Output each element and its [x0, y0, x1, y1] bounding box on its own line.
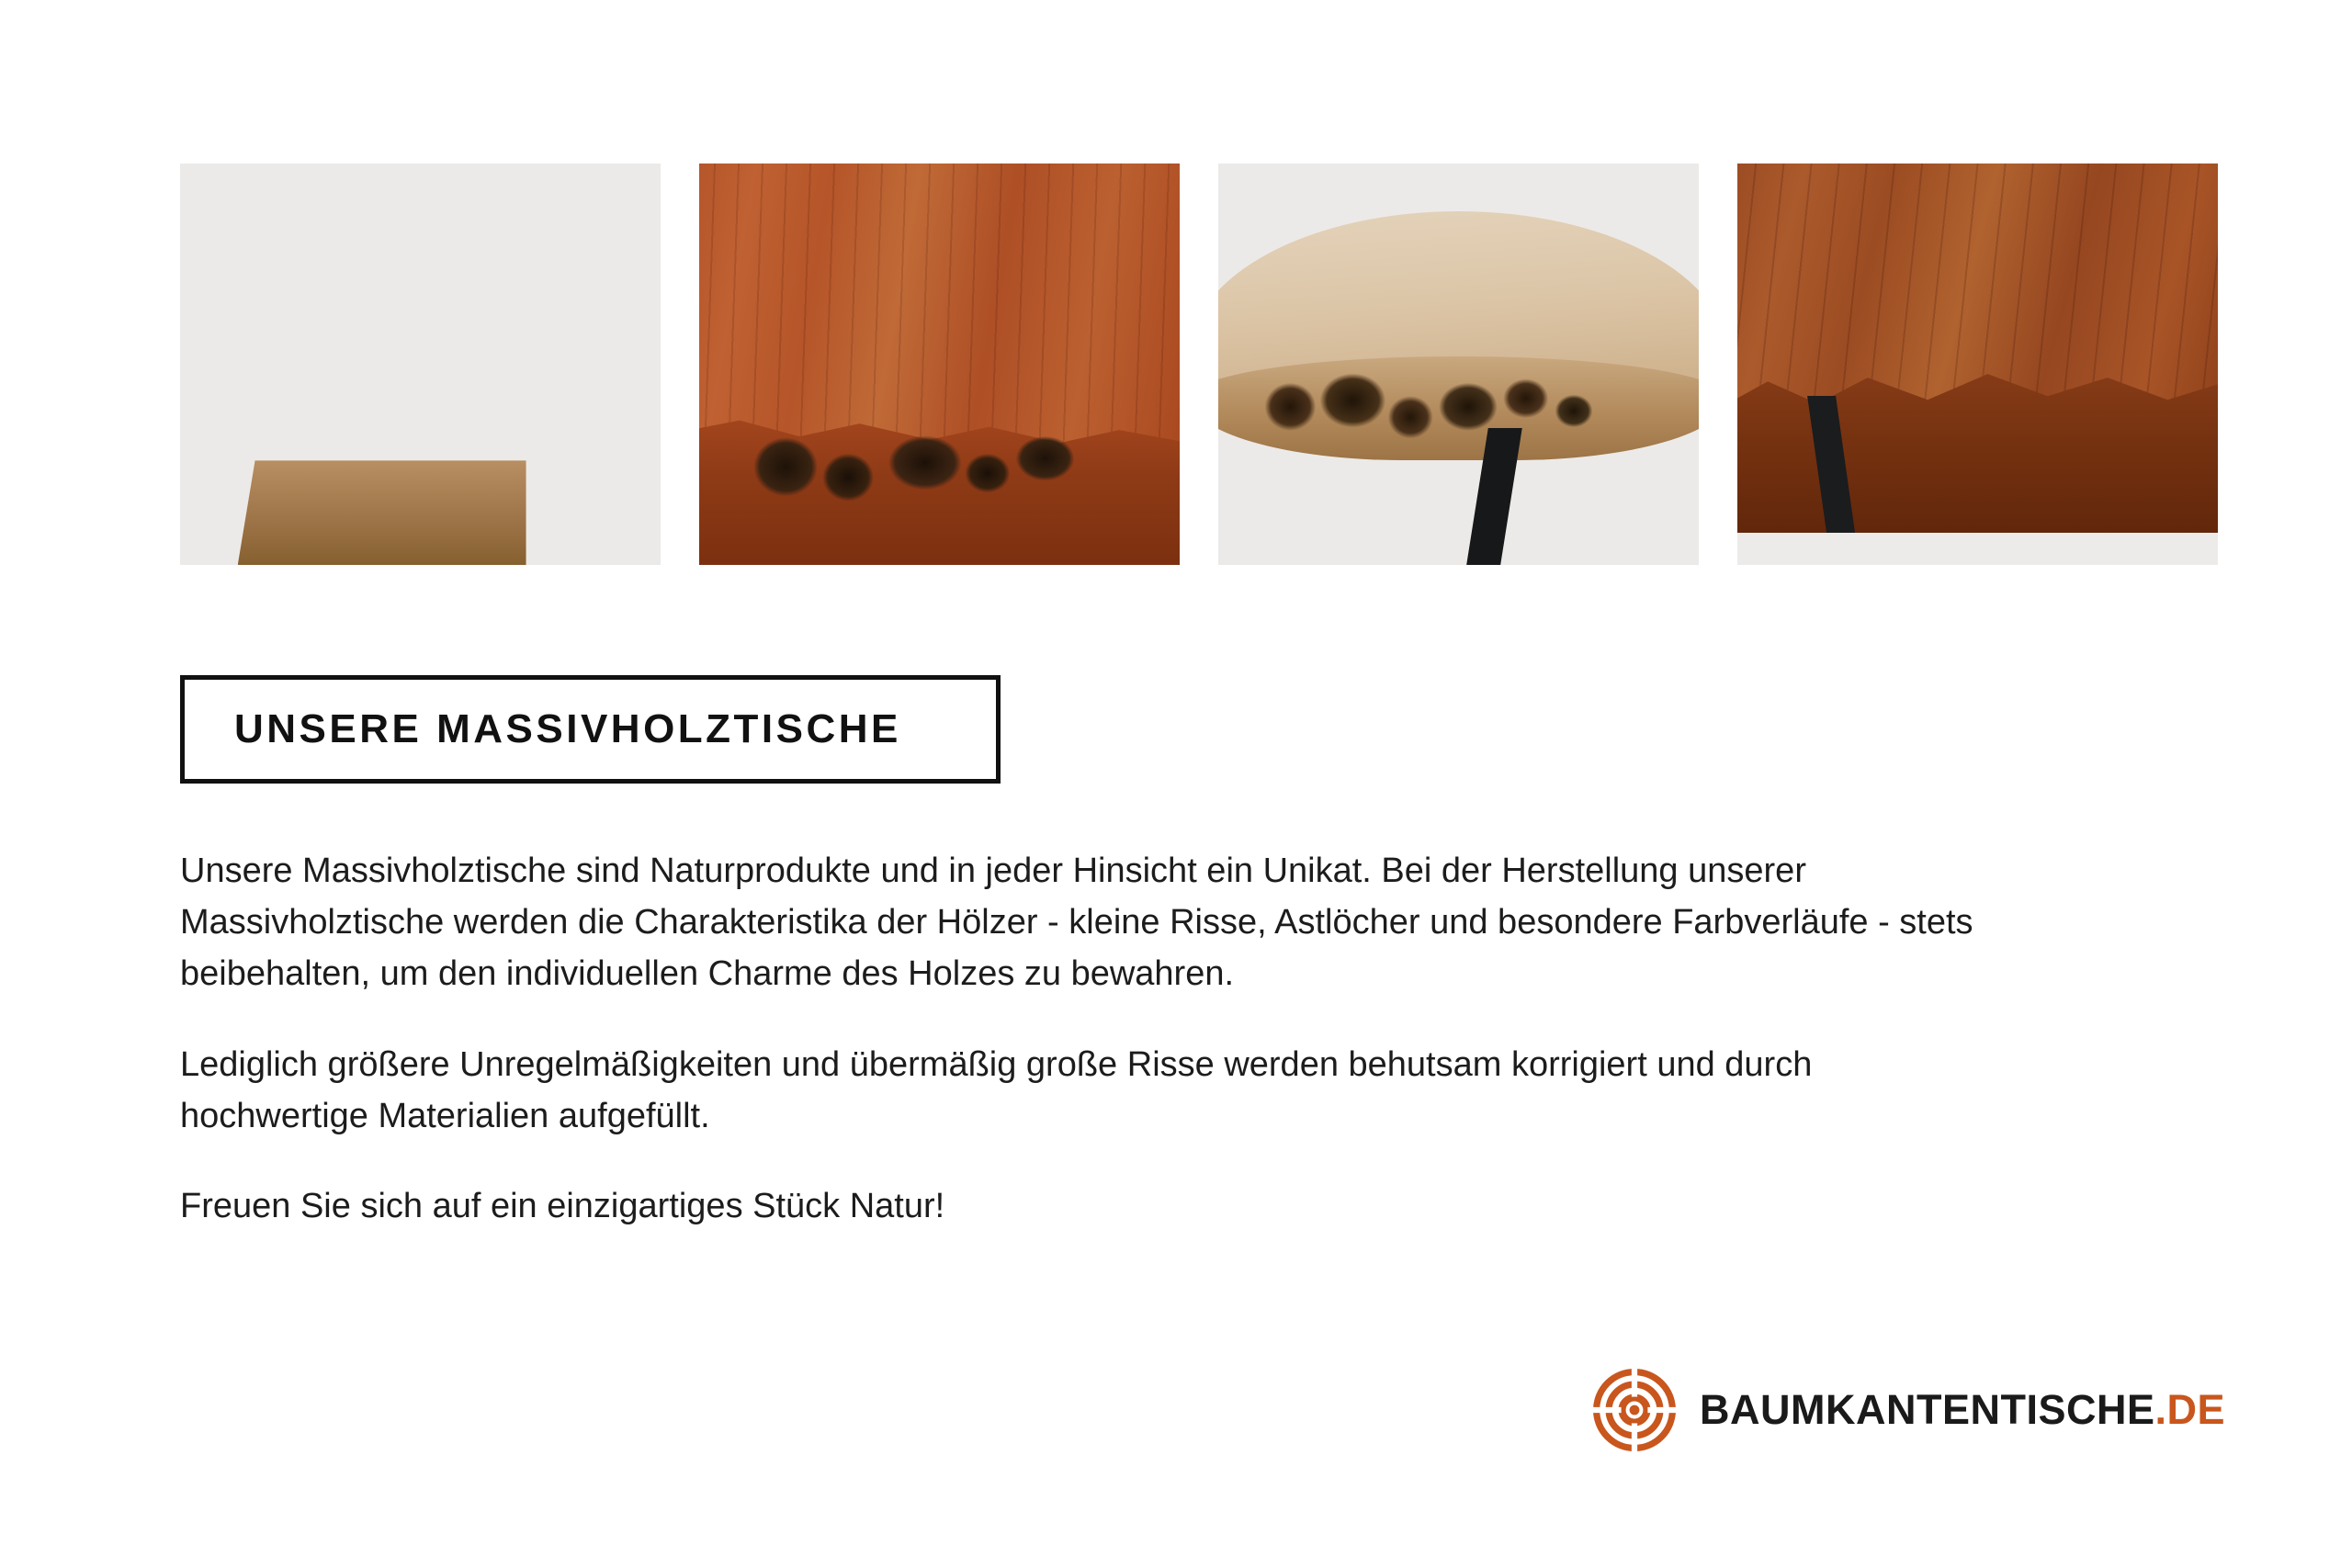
- wood-slab-dark-photo: [1737, 164, 2218, 412]
- paragraph-3: Freuen Sie sich auf ein einzigartiges Stück Natur!: [180, 1187, 945, 1226]
- brand-logo: [1593, 1369, 2225, 1451]
- gallery-image-3: [1218, 164, 1699, 565]
- wood-slab-red-photo: [699, 164, 1180, 453]
- brand-name-text: BAUMKANTENTISCHE: [1699, 1386, 2155, 1433]
- knot-holes: [1218, 348, 1699, 453]
- floor-area: [1737, 533, 2218, 565]
- wood-slab-light-underside: [238, 460, 526, 565]
- body-copy: [180, 845, 2036, 1232]
- gallery-image-1: [180, 164, 661, 565]
- page-title: UNSERE MASSIVHOLZTISCHE: [234, 706, 901, 751]
- paragraph-1: Unsere Massivholztische sind Naturprodukte und in jeder Hinsicht ein Unikat. Bei der Herstellung unserer Massivholztische werden die Charakteristika der Hölzer - kleine Risse, Astlöcher und besondere Farbverläufe - stets beibehalten, um den individuellen Charme des Holzes zu bewahren.: [180, 852, 1973, 994]
- headline-box: [180, 675, 1001, 784]
- wood-grain-texture: [1737, 164, 2218, 412]
- wood-grain-texture: [699, 164, 1180, 453]
- knot-holes: [699, 412, 1180, 517]
- image-gallery: [180, 164, 2234, 565]
- brand-name: [1700, 1386, 2225, 1434]
- gallery-image-4: [1737, 164, 2218, 565]
- brand-tld: .DE: [2154, 1386, 2225, 1433]
- paragraph-2: Lediglich größere Unregelmäßigkeiten und übermäßig große Risse werden behutsam korrigiert und durch hochwertige Materialien aufgefüllt.: [180, 1044, 1813, 1135]
- gallery-image-2: [699, 164, 1180, 565]
- baumkantentische-ring-logo: [1593, 1369, 1676, 1451]
